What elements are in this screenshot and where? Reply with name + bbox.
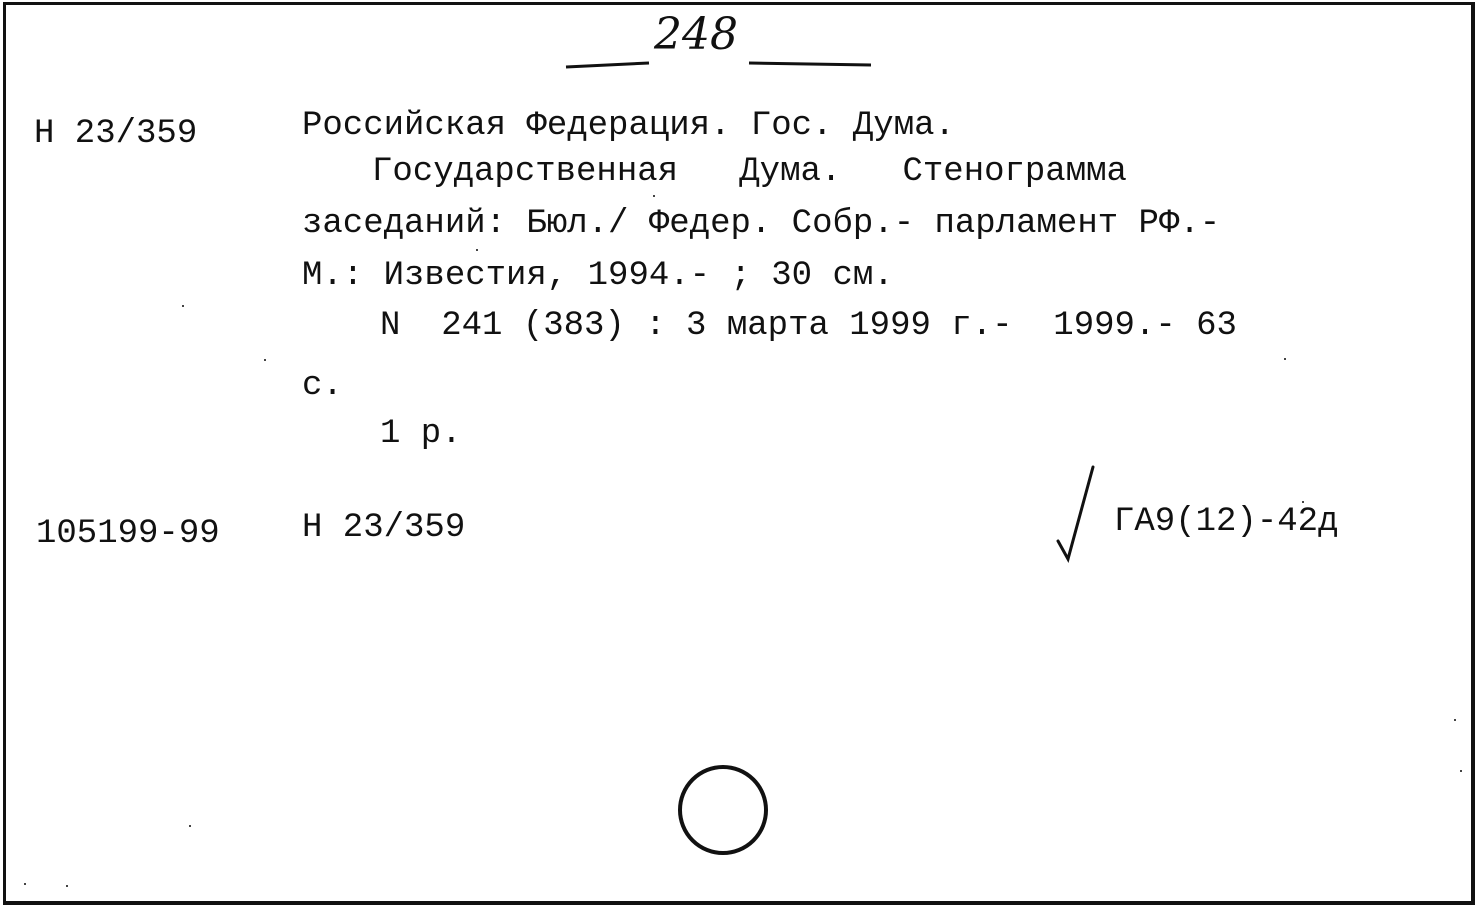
imprint: М.: Известия, 1994.- ; 30 см. [302, 257, 894, 295]
speck [1284, 358, 1286, 360]
handwritten-number: 248 [654, 9, 738, 60]
classification-code: ГА9(12)-42д [1114, 503, 1339, 541]
price: 1 р. [380, 415, 462, 453]
shelf-mark: Н 23/359 [34, 115, 198, 153]
speck [189, 825, 191, 827]
check-mark-icon [1051, 463, 1101, 563]
accession-number: 105199-99 [36, 515, 220, 553]
title-line-2: заседаний: Бюл./ Федер. Собр.- парламент РФ.- [302, 205, 1221, 243]
issue-continuation: с. [302, 367, 343, 405]
title-line-1: Государственная Дума. Стенограмма [372, 153, 1127, 191]
catalog-card [3, 2, 1475, 905]
heading: Российская Федерация. Гос. Дума. [302, 107, 955, 145]
speck [1460, 770, 1462, 772]
shelf-mark-bottom: Н 23/359 [302, 509, 466, 547]
speck [653, 195, 655, 197]
speck [182, 305, 184, 307]
speck [1454, 719, 1456, 721]
speck [66, 885, 68, 887]
speck [24, 883, 26, 885]
issue-line: N 241 (383) : 3 марта 1999 г.- 1999.- 63 [380, 307, 1237, 345]
speck [264, 359, 266, 361]
speck [1302, 501, 1304, 503]
speck [476, 249, 478, 251]
punch-hole-icon [673, 763, 773, 863]
